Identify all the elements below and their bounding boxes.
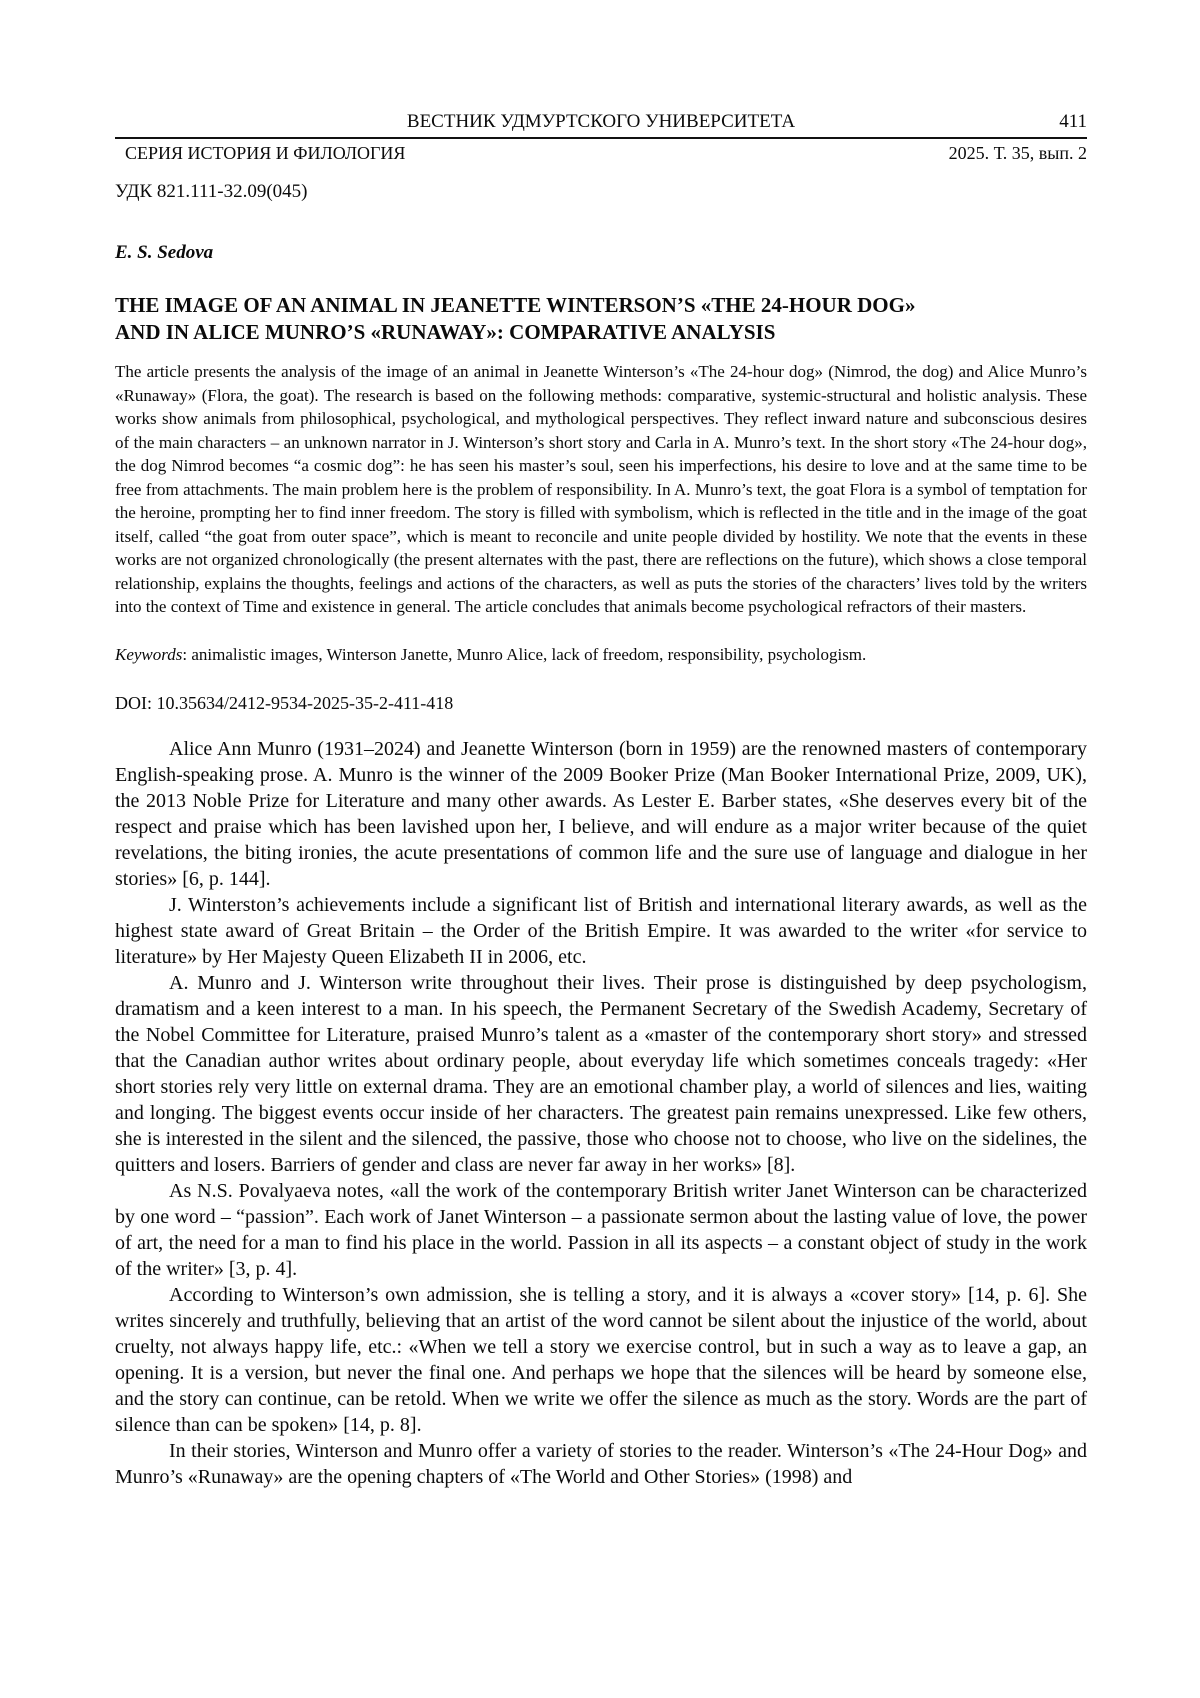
journal-header-row [115,110,1087,133]
author-name: E. S. Sedova [115,242,214,263]
keywords-text: : animalistic images, Winterson Janette, Munro Alice, lack of freedom, responsibility, psychologism. [182,644,867,664]
series-title: СЕРИЯ ИСТОРИЯ И ФИЛОЛОГИЯ [125,143,406,163]
keywords-label: Keywords [115,644,183,664]
udc-code: УДК 821.111-32.09(045) [115,181,308,202]
page-number: 411 [1059,111,1087,132]
abstract-text: The article presents the analysis of the image of an animal in Jeanette Winterson’s «The 24-hour dog» (Nimrod, the dog) and Alice Munro’s «Runaway» (Flora, the goat). The research is based on the following methods: comparative, systemic-structural and holistic analysis. These works show animals from philosophical, psychological, and mythological perspectives. They reflect inward nature and subconscious desires of the main characters – an unknown narrator in J. Winterson’s short story and Carla in A. Munro’s text. In the short story «The 24-hour dog», the dog Nimrod becomes “a cosmic dog”: he has seen his master’s soul, seen his imperfections, his desire to love and at the same time to be free from attachments. The main problem here is the problem of responsibility. In A. Munro’s text, the goat Flora is a symbol of temptation for the heroine, prompting her to find inner freedom. The story is filled with symbolism, which is reflected in the title and in the image of the goat itself, called “the goat from outer space”, which is meant to reconcile and unite people divided by hostility. We note that the events in these works are not organized chronologically (the present alternates with the past, there are reflections on the future), which shows a close temporal relationship, explains the thoughts, feelings and actions of the characters, as well as puts the stories of the characters’ lives told by the writers into the context of Time and existence in general. The article concludes that animals become psychological refractors of their masters. [115,362,1087,616]
article-title-line-2: AND IN ALICE MUNRO’S «RUNAWAY»: COMPARATIVE ANALYSIS [115,320,776,344]
body-paragraph: As N.S. Povalyaeva notes, «all the work of the contemporary British writer Janet Winterson can be characterized by one word – “passion”. Each work of Janet Winterson – a passionate sermon about the lasting value of love, the power of art, the need for a man to find his place in the world. Passion in all its aspects – a constant object of study in the work of the writer» [3, p. 4]. [115,1179,1087,1280]
journal-title: ВЕСТНИК УДМУРТСКОГО УНИВЕРСИТЕТА [406,111,796,132]
body-paragraph: In their stories, Winterson and Munro offer a variety of stories to the reader. Winterson’s «The 24-Hour Dog» and Munro’s «Runaway» are the opening chapters of «The World and Other Stories» (1998) and [115,1439,1087,1488]
doi-line: DOI: 10.35634/2412-9534-2025-35-2-411-418 [115,692,454,713]
body-paragraph: A. Munro and J. Winterson write throughout their lives. Their prose is distinguished by deep psychologism, dramatism and a keen interest to a man. In his speech, the Permanent Secretary of the Swedish Academy, Secretary of the Nobel Committee for Literature, praised Munro’s talent as a «master of the contemporary short story» and stressed that the Canadian author writes about ordinary people, about everyday life which sometimes conceals tragedy: «Her short stories rely very little on external drama. They are an emotional chamber play, a world of silences and lies, waiting and longing. The biggest events occur inside of her characters. The greatest pain remains unexpressed. Like few others, she is interested in the silent and the silenced, the passive, those who choose not to choose, who live on the sidelines, the quitters and losers. Barriers of gender and class are never far away in her works» [8]. [115,971,1087,1176]
issue-info: 2025. Т. 35, вып. 2 [948,143,1087,163]
body-paragraph: Alice Ann Munro (1931–2024) and Jeanette Winterson (born in 1959) are the renowned masters of contemporary English-speaking prose. A. Munro is the winner of the 2009 Booker Prize (Man Booker International Prize, 2009, UK), the 2013 Noble Prize for Literature and many other awards. As Lester E. Barber states, «She deserves every bit of the respect and praise which has been lavished upon her, I believe, and will endure as a major writer because of the quiet revelations, the biting ironies, the acute presentations of common life and the sure use of language and dialogue in her stories» [6, p. 144]. [115,737,1087,890]
header-rule [115,137,1087,139]
article-title-line-1: THE IMAGE OF AN ANIMAL IN JEANETTE WINTERSON’S «THE 24-HOUR DOG» [115,293,916,317]
series-row [115,142,1087,164]
article-body [115,736,1087,1490]
body-paragraph: According to Winterson’s own admission, she is telling a story, and it is always a «cover story» [14, p. 6]. She writes sincerely and truthfully, believing that an artist of the word cannot be silent about the injustice of the world, about cruelty, not always happy life, etc.: «When we tell a story we exercise control, but in such a way as to leave a gap, an opening. It is a version, but never the final one. And perhaps we hope that the silences will be heard by someone else, and the story can continue, can be retold. When we write we offer the silence as much as the story. Words are the part of silence than can be spoken» [14, p. 8]. [115,1283,1087,1436]
body-paragraph: J. Winterston’s achievements include a significant list of British and international literary awards, as well as the highest state award of Great Britain – the Order of the British Empire. It was awarded to the writer «for service to literature» by Her Majesty Queen Elizabeth II in 2006, etc. [115,893,1087,968]
article-title [115,292,1087,346]
keywords-line [115,643,1087,666]
page-content [115,110,1087,1490]
